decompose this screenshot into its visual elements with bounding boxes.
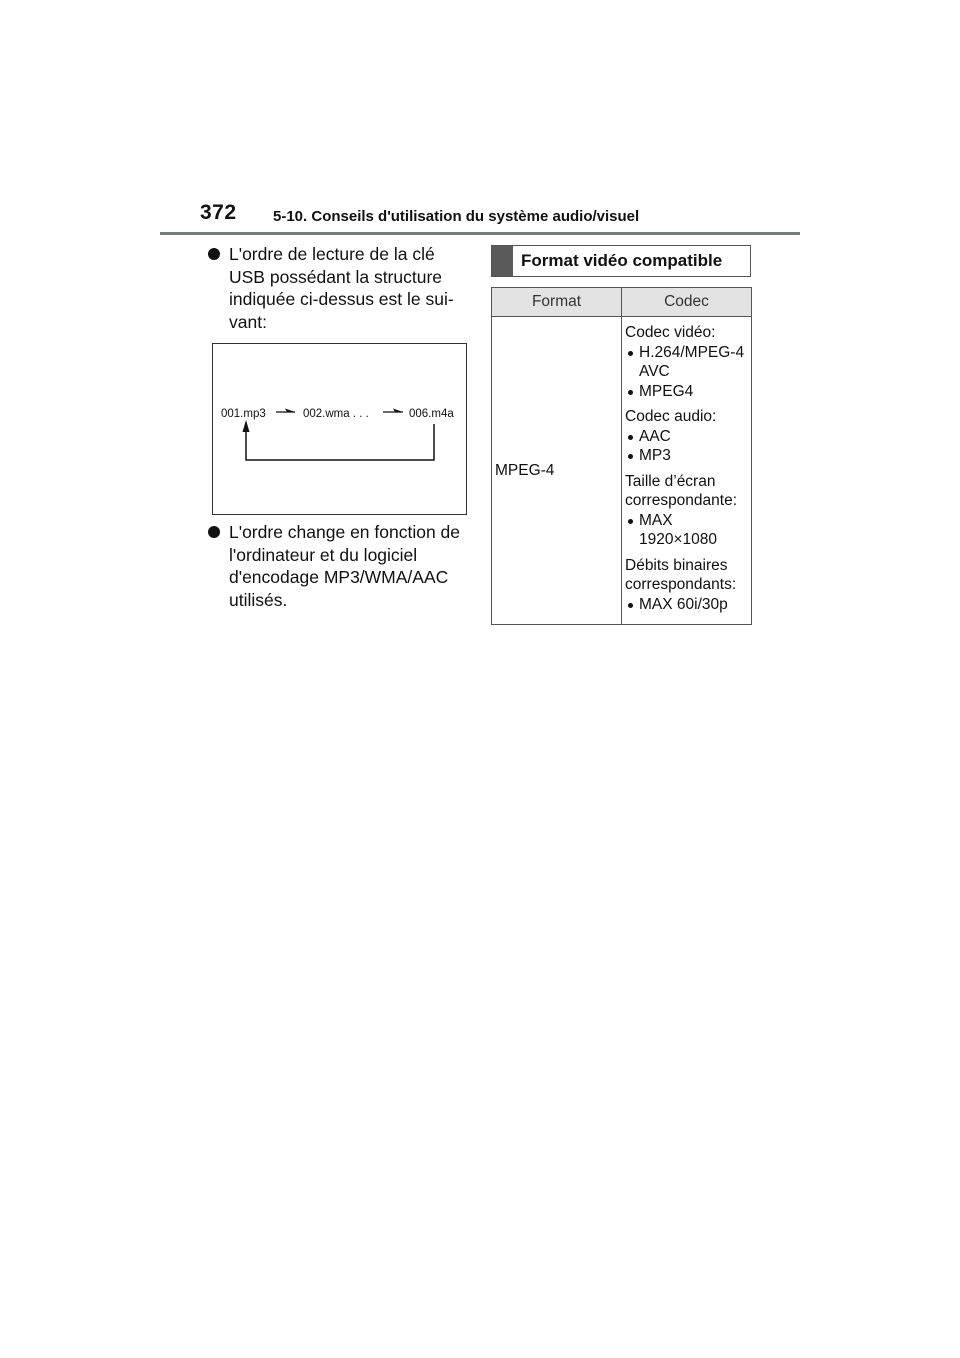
list-item: MP3 <box>625 446 751 466</box>
bullet-text: L'ordre de lecture de la clé USB possédant la structure indiquée ci-dessus est le sui- vant: <box>229 244 454 332</box>
list-item: MAX 60i/30p <box>625 595 751 615</box>
section-title: 5-10. Conseils d'utilisation du système audio/visuel <box>273 208 640 225</box>
table-header-row <box>492 288 752 317</box>
heading-bar <box>492 246 513 276</box>
codec-group-audio <box>625 407 751 466</box>
bullet-dot-icon <box>208 248 220 260</box>
list-item: MAX 1920×1080 <box>625 511 751 550</box>
page-number: 372 <box>200 201 237 224</box>
group-label: Codec audio: <box>625 408 717 425</box>
column-header-format: Format <box>492 288 622 317</box>
arrow-up-icon <box>243 420 250 432</box>
list-item: AAC <box>625 427 751 447</box>
bullet-dot-icon <box>208 526 220 538</box>
heading-label: Format vidéo compatible <box>521 251 723 270</box>
codec-group-bitrate <box>625 556 751 615</box>
playback-order-diagram <box>212 343 467 515</box>
loop-back-line <box>246 424 434 460</box>
video-format-table <box>491 287 752 625</box>
table-row <box>492 317 752 625</box>
codec-cell <box>622 317 752 625</box>
file-label-3: 006.m4a <box>409 408 454 420</box>
bullet-playback-order <box>208 243 470 333</box>
list-item: MPEG4 <box>625 382 751 402</box>
column-header-codec: Codec <box>622 288 752 317</box>
file-label-2: 002.wma . . . <box>303 408 369 420</box>
codec-group-screen-size <box>625 472 751 550</box>
file-label-1: 001.mp3 <box>221 408 266 420</box>
bullet-order-varies <box>208 521 470 611</box>
video-format-heading <box>491 245 751 277</box>
group-label: Débits binaires correspondants: <box>625 556 737 593</box>
group-label: Taille d’écran correspondante: <box>625 472 738 509</box>
list-item: H.264/MPEG-4 AVC <box>625 343 751 382</box>
format-cell: MPEG-4 <box>492 317 622 625</box>
codec-group-video <box>625 323 751 401</box>
header-divider <box>160 232 800 235</box>
bullet-text: L'ordre change en fonction de l'ordinateur et du logiciel d'encodage MP3/WMA/AAC utilisés. <box>229 522 461 610</box>
playback-order-svg <box>213 344 468 516</box>
group-label: Codec vidéo: <box>625 324 716 341</box>
